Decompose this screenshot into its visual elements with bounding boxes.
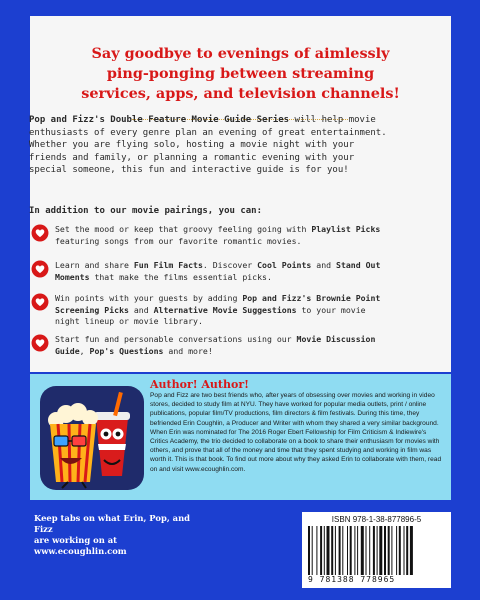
bullet-text: , [79,345,90,356]
barcode-digits: 9 781388 778965 [308,575,396,584]
headline [42,44,439,104]
bullet-highlight: Movie Discussion Guide [55,334,376,356]
bullet-text: and [128,304,154,315]
isbn-barcode [302,512,451,588]
footer-note [34,513,204,557]
footer-line-1: Keep tabs on what Erin, Pop, and Fizz [34,513,191,534]
bullet-text: featuring songs from our favorite romantic movies. [55,235,302,246]
author-title: Author! Author! [150,378,249,391]
bullet-highlight: Playlist Picks [311,224,381,234]
intro-paragraph [29,114,395,177]
headline-line-2: ping-ponging between streaming [106,65,375,82]
bullet-text: . Discover [202,260,258,270]
feature-bullet-3 [55,293,395,328]
bullet-text: Win points with your guests by adding [55,293,243,303]
barcode-bars [308,526,445,575]
feature-bullet-2 [55,260,395,283]
heart-icon [31,293,49,311]
feature-bullet-1 [55,224,395,247]
bullet-highlight: Alternative Movie Suggestions [153,304,297,315]
isbn-number: ISBN 978-1-38-877896-5 [331,515,422,524]
popcorn-and-soda-mascot-illustration [38,384,146,492]
bullet-highlight: Fun Film Facts [133,260,203,270]
heart-icon [31,224,49,242]
bullet-highlight: Stand Out Moments [55,260,381,282]
bullet-text: to your movie night lineup or movie library. [55,304,366,326]
bullet-text: that make the films essential picks. [89,271,272,282]
bullet-highlight: Pop and Fizz's Brownie Point Screening Picks [55,293,381,315]
author-bio: Pop and Fizz are two best friends who, after years of obsessing over movies and working in video stores, decided to study film at NYU. They have worked for popular media outlets, print / online publications, popular film/TV productions, film directors & film festivals. During this time, they befriended Erin Coughlin, a Producer and Writer with whom they shared a very similar background. When Erin was nominated for The 2016 Roger Ebert Fellowship for Film Criticism & Indiewire's Critics Academy, the trio decided to collaborate on a book to share their enthusiasm for movies with others, and prove that all of the money and time that they spent studying and working in film was worth it. This is that book. To find out more about why they asked Erin to collaborate with them, read on and visit www.ecoughlin.com. [150,392,442,473]
bullet-text: Start fun and personable conversations using our [55,334,297,344]
heart-icon [31,260,49,278]
heart-icon [31,334,49,352]
headline-line-1: Say goodbye to evenings of aimlessly [91,45,390,62]
bullet-text: and more! [163,345,213,356]
feature-bullet-4 [55,334,395,357]
bullet-text: Set the mood or keep that groovy feeling going with [55,224,312,234]
intro-text: will help movie enthusiasts of every genre plan an evening of great entertainment. Whether you are flying solo, hosting a movie night with your friends and family, or planning a romantic evening with your special someone, this fun and interactive guide is for you! [29,115,387,175]
bullet-highlight: Pop's Questions [89,345,164,356]
footer-line-2: are working on at www.ecoughlin.com [34,535,127,556]
bullet-text: Learn and share [55,260,134,270]
bullet-text: and [311,260,337,270]
features-subheading: In addition to our movie pairings, you can: [29,206,262,216]
headline-line-3: services, apps, and television channels! [81,85,400,102]
intro-series-title: Pop and Fizz's Double Feature Movie Guide Series [29,115,290,125]
bullet-highlight: Cool Points [257,260,312,270]
